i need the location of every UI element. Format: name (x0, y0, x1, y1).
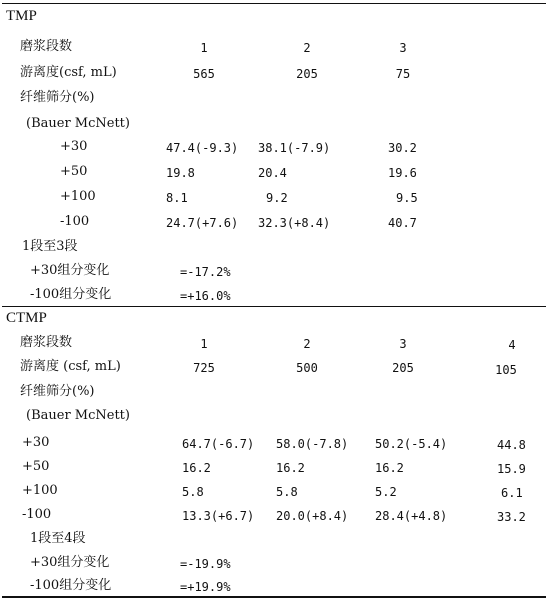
tmp-cell: 24.7(+7.6) (166, 216, 239, 230)
ctmp-method-label: (Bauer McNett) (26, 408, 130, 423)
ctmp-stage-2: 2 (303, 337, 311, 351)
tmp-cell: 30.2 (388, 141, 417, 155)
tmp-cell: 8.1 (166, 191, 188, 205)
tmp-fiber-label: 纤维筛分(%) (20, 90, 95, 105)
ctmp-cell: 28.4(+4.8) (375, 509, 448, 523)
ctmp-cell: 44.8 (497, 438, 526, 452)
tmp-change-value: =+16.0% (180, 289, 231, 303)
tmp-cell: 38.1(-7.9) (258, 141, 331, 155)
ctmp-change-value: =-19.9% (180, 557, 231, 571)
ctmp-cell: 16.2 (182, 461, 211, 475)
tmp-cell: 32.3(+8.4) (258, 216, 331, 230)
section-divider (2, 306, 546, 307)
ctmp-stage-4: 4 (508, 338, 516, 352)
bottom-rule (2, 596, 546, 598)
ctmp-row-label: +100 (22, 483, 58, 498)
ctmp-cell: 33.2 (497, 510, 526, 524)
ctmp-cell: 16.2 (276, 461, 305, 475)
tmp-row-label: +50 (60, 164, 88, 179)
ctmp-cell: 20.0(+8.4) (276, 509, 349, 523)
tmp-range-label: 1段至3段 (22, 239, 78, 254)
ctmp-freeness-3: 205 (392, 361, 414, 375)
tmp-stage-2: 2 (303, 41, 311, 55)
ctmp-freeness-label: 游离度 (csf, mL) (20, 359, 121, 374)
tmp-cell: 40.7 (388, 216, 417, 230)
ctmp-cell: 50.2(-5.4) (375, 437, 448, 451)
ctmp-change-label: +30组分变化 (30, 555, 110, 570)
tmp-freeness-1: 565 (193, 67, 215, 81)
ctmp-cell: 5.8 (182, 485, 204, 499)
ctmp-cell: 5.2 (375, 485, 397, 499)
tmp-change-label: -100组分变化 (30, 287, 112, 302)
ctmp-cell: 15.9 (497, 462, 526, 476)
ctmp-stage-label: 磨浆段数 (20, 335, 73, 350)
tmp-title: TMP (6, 8, 37, 24)
tmp-cell: 9.2 (266, 191, 288, 205)
ctmp-cell: 6.1 (501, 486, 523, 500)
tmp-stage-label: 磨浆段数 (20, 39, 73, 54)
ctmp-freeness-2: 500 (296, 361, 318, 375)
tmp-row-label: +100 (60, 189, 96, 204)
ctmp-range-label: 1段至4段 (30, 531, 86, 546)
ctmp-cell: 58.0(-7.8) (276, 437, 349, 451)
ctmp-row-label: +50 (22, 459, 50, 474)
tmp-cell: 20.4 (258, 166, 287, 180)
ctmp-cell: 64.7(-6.7) (182, 437, 255, 451)
ctmp-cell: 13.3(+6.7) (182, 509, 255, 523)
top-rule (2, 3, 546, 4)
tmp-change-value: =-17.2% (180, 265, 231, 279)
ctmp-cell: 5.8 (276, 485, 298, 499)
ctmp-stage-3: 3 (399, 337, 407, 351)
ctmp-cell: 16.2 (375, 461, 404, 475)
tmp-stage-3: 3 (399, 41, 407, 55)
ctmp-title: CTMP (6, 310, 47, 326)
ctmp-freeness-1: 725 (193, 361, 215, 375)
tmp-stage-1: 1 (200, 41, 208, 55)
ctmp-row-label: -100 (22, 507, 52, 522)
tmp-freeness-3: 75 (395, 67, 411, 81)
tmp-cell: 19.8 (166, 166, 195, 180)
ctmp-row-label: +30 (22, 435, 50, 450)
tmp-method-label: (Bauer McNett) (26, 116, 130, 131)
tmp-cell: 19.6 (388, 166, 417, 180)
tmp-row-label: +30 (60, 139, 88, 154)
tmp-cell: 47.4(-9.3) (166, 141, 239, 155)
tmp-change-label: +30组分变化 (30, 263, 110, 278)
ctmp-fiber-label: 纤维筛分(%) (20, 384, 95, 399)
ctmp-stage-1: 1 (200, 337, 208, 351)
tmp-cell: 9.5 (396, 191, 418, 205)
ctmp-change-label: -100组分变化 (30, 578, 112, 593)
tmp-freeness-label: 游离度(csf, mL) (20, 65, 117, 80)
tmp-row-label: -100 (60, 214, 90, 229)
tmp-freeness-2: 205 (296, 67, 318, 81)
ctmp-change-value: =+19.9% (180, 580, 231, 594)
ctmp-freeness-4: 105 (495, 363, 517, 377)
